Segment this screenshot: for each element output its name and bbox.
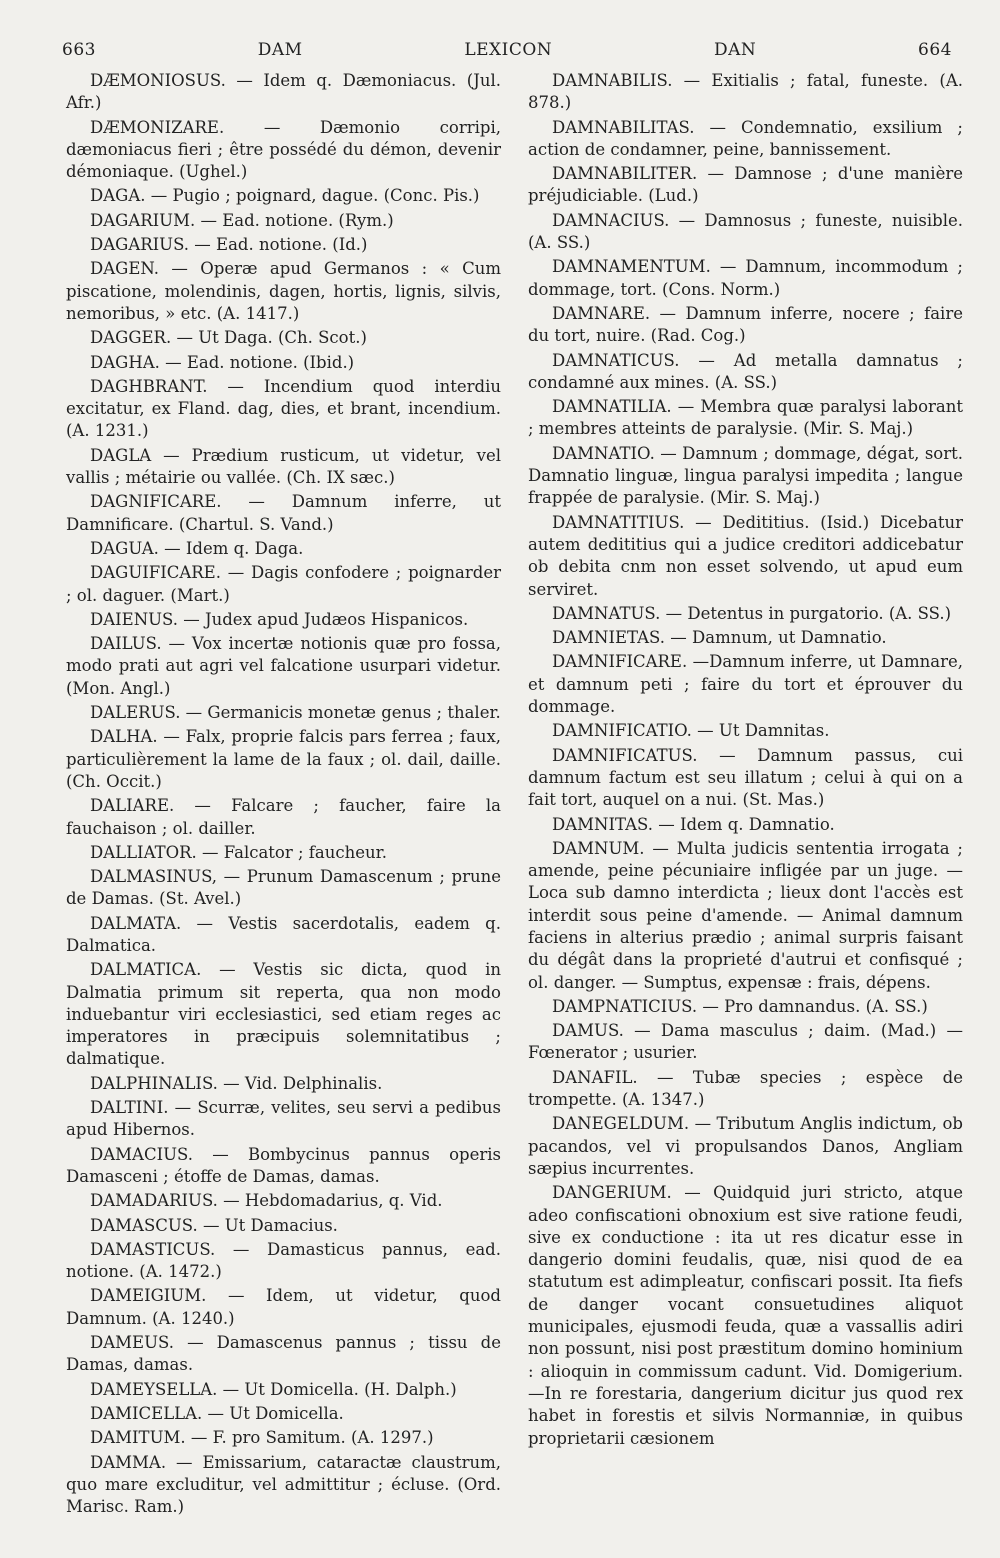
dictionary-entry: DAMASTICUS. — Damasticus pannus, ead. notione. (A. 1472.) <box>66 1239 501 1282</box>
dictionary-entry: DAIENUS. — Judex apud Judæos Hispanicos. <box>90 609 469 629</box>
dictionary-entry: DAMEIGIUM. — Idem, ut videtur, quod Damnum. (A. 1240.) <box>66 1286 501 1328</box>
dictionary-entry: DALMATA. — Vestis sacerdotalis, eadem q. Dalmatica. <box>66 913 501 955</box>
dictionary-entry: DAMADARIUS. — Hebdomadarius, q. Vid. <box>90 1191 443 1211</box>
dictionary-entry: DALPHINALIS. — Vid. Delphinalis. <box>90 1073 383 1093</box>
dictionary-entry: DAMNAMENTUM. — Damnum, incommodum ; dommage, tort. (Cons. Norm.) <box>528 257 963 299</box>
dictionary-entry: DAMNIFICATIO. — Ut Damnitas. <box>552 721 830 741</box>
dictionary-entry: DAMACIUS. — Bombycinus pannus operis Damasceni ; étoffe de Damas, damas. <box>66 1144 501 1186</box>
dictionary-entry: DALLIATOR. — Falcator ; faucheur. <box>90 842 387 862</box>
dictionary-entry: DAMNIFICARE. —Damnum inferre, ut Damnare, et damnum peti ; faire du tort et éprouver du dommage. <box>528 652 963 717</box>
dictionary-entry: DALERUS. — Germanicis monetæ genus ; thaler. <box>90 703 501 723</box>
dictionary-entry: DAMNATICUS. — Ad metalla damnatus ; condamné aux mines. (A. SS.) <box>528 350 963 392</box>
dictionary-entry: DÆMONIOSUS. — Idem q. Dæmoniacus. (Jul. Afr.) <box>66 71 501 113</box>
dictionary-entry: DAMNIFICATUS. — Damnum passus, cui damnum factum est seu illatum ; celui à qui on a fait tort, auquel on a nui. (St. Mas.) <box>528 745 963 810</box>
dictionary-entry: DÆMONIZARE. — Dæmonio corripi, dæmoniacus fieri ; être possédé du démon, devenir démoniaque. (Ughel.) <box>66 117 501 182</box>
dictionary-entry: DAGUIFICARE. — Dagis confodere ; poignarder ; ol. daguer. (Mart.) <box>66 563 501 605</box>
dictionary-entry: DAMPNATICIUS. — Pro damnandus. (A. SS.) <box>552 996 928 1016</box>
dictionary-entry: DAMNABILITER. — Damnose ; d'une manière préjudiciable. (Lud.) <box>528 164 963 206</box>
dictionary-entry: DAMNITAS. — Idem q. Damnatio. <box>552 814 835 834</box>
dictionary-entry: DAGNIFICARE. — Damnum inferre, ut Damnificare. (Chartul. S. Vand.) <box>66 492 501 534</box>
guide-word-left: DAM <box>257 40 303 60</box>
dictionary-entry: DALMASINUS, — Prunum Damascenum ; prune de Damas. (St. Avel.) <box>66 867 501 909</box>
dictionary-entry: DAILUS. — Vox incertæ notionis quæ pro fossa, modo prati aut agri vel falcatione usurpari videtur. (Mon. Angl.) <box>66 634 501 698</box>
running-title: LEXICON <box>464 40 553 60</box>
dictionary-entry: DAMEUS. — Damascenus pannus ; tissu de Damas, damas. <box>66 1333 501 1375</box>
dictionary-entry: DAMEYSELLA. — Ut Domicella. (H. Dalph.) <box>90 1379 457 1399</box>
dictionary-entry: DAMNABILIS. — Exitialis ; fatal, funeste. (A. 878.) <box>528 71 963 113</box>
dictionary-entry: DAGARIUM. — Ead. notione. (Rym.) <box>90 210 394 230</box>
dictionary-entry: DAMNIETAS. — Damnum, ut Damnatio. <box>552 628 887 648</box>
dictionary-entry: DAMMA. — Emissarium, cataractæ claustrum, quo mare excluditur, vel admittitur ; écluse. (Ord. Marisc. Ram.) <box>66 1452 501 1517</box>
dictionary-entry: DANGERIUM. — Quidquid juri stricto, atque adeo confiscationi obnoxium est sive ratione feudi, sive ex conductione : ita ut res dicatur esse in dangerio domini feudalis, quæ, nisi quod de ea statutum est adimpleatur, confiscari possit. Ita fiefs de danger vocant consuetudines aliquot municipales, ejusmodi feuda, quæ a vassallis adiri non possunt, nisi post præstitum domino hominium : alioquin in commissum cadunt. Vid. Domigerium.—In re forestaria, dangerium dicitur jus quod rex habet in forestis et silvis Normanniæ, in quibus proprietarii cæsionem <box>528 1183 963 1448</box>
dictionary-entry: DAMASCUS. — Ut Damacius. <box>90 1215 338 1235</box>
dictionary-entry: DAGA. — Pugio ; poignard, dague. (Conc. Pis.) <box>90 186 480 206</box>
dictionary-entry: DAGGER. — Ut Daga. (Ch. Scot.) <box>90 328 367 348</box>
dictionary-entry: DAMNARE. — Damnum inferre, nocere ; faire du tort, nuire. (Rad. Cog.) <box>528 303 963 346</box>
dictionary-entry: DALHA. — Falx, proprie falcis pars ferrea ; faux, particulièrement la lame de la faux ; ol. dail, daille. (Ch. Occit.) <box>66 727 501 791</box>
running-header <box>62 40 952 66</box>
dictionary-entry: DAMNATIO. — Damnum ; dommage, dégat, sort. Damnatio linguæ, lingua paralysi impedita ; langue frappée de paralysie. (Mir. S. Maj.) <box>528 443 963 508</box>
dictionary-entry: DAGHA. — Ead. notione. (Ibid.) <box>90 352 355 372</box>
dictionary-entry: DANAFIL. — Tubæ species ; espèce de trompette. (A. 1347.) <box>528 1067 963 1110</box>
dictionary-entry: DAGHBRANT. — Incendium quod interdiu excitatur, ex Fland. dag, dies, et brant, incendium. (A. 1231.) <box>66 376 501 441</box>
dictionary-entry: DAGEN. — Operæ apud Germanos : « Cum piscatione, molendinis, dagen, hortis, lignis, silvis, nemoribus, » etc. (A. 1417.) <box>66 259 501 323</box>
dictionary-entry: DAMNUM. — Multa judicis sententia irrogata ; amende, peine pécuniaire infligée par un juge. — Loca sub damno interdicta ; lieux dont l'accès est interdit sous peine d'amende. — Animal damnum faciens in alterius prædio ; animal surpris faisant du dégât dans la proprieté d'autrui et confisqué ; ol. danger. — Sumptus, expensæ : frais, dépens. <box>528 838 963 992</box>
left-column <box>66 70 501 1520</box>
page-number-right: 664 <box>918 40 952 60</box>
dictionary-entry: DAGLA — Prædium rusticum, ut videtur, vel vallis ; métairie ou vallée. (Ch. IX sæc.) <box>66 445 501 488</box>
dictionary-entry: DAMNABILITAS. — Condemnatio, exsilium ; action de condamner, peine, bannissement. <box>528 117 963 159</box>
right-column <box>528 70 963 1452</box>
dictionary-entry: DAMICELLA. — Ut Domicella. <box>90 1403 344 1423</box>
dictionary-entry: DAMNACIUS. — Damnosus ; funeste, nuisible. (A. SS.) <box>528 210 963 253</box>
dictionary-entry: DAMNATILIA. — Membra quæ paralysi laborant ; membres atteints de paralysie. (Mir. S. Maj.) <box>528 397 963 439</box>
dictionary-entry: DAMNATITIUS. — Dedititius. (Isid.) Dicebatur autem dedititius qui a judice creditori addicebatur ob debita cnm non esset solvendo, ut apud eum serviret. <box>528 512 963 599</box>
dictionary-entry: DANEGELDUM. — Tributum Anglis indictum, ob pacandos, vel vi propulsandos Danos, Angliam sæpius incurrentes. <box>528 1114 963 1178</box>
dictionary-entry: DAGUA. — Idem q. Daga. <box>90 538 304 558</box>
dictionary-entry: DALMATICA. — Vestis sic dicta, quod in Dalmatia primum sit reperta, qua non modo induebantur viri ecclesiastici, sed etiam reges ac imperatores in præcipuis solemnitatibus ; dalmatique. <box>66 960 501 1069</box>
dictionary-entry: DALIARE. — Falcare ; faucher, faire la fauchaison ; ol. dailler. <box>66 796 501 838</box>
guide-word-right: DAN <box>713 40 757 60</box>
dictionary-entry: DAMNATUS. — Detentus in purgatorio. (A. SS.) <box>552 603 952 623</box>
dictionary-entry: DALTINI. — Scurræ, velites, seu servi a pedibus apud Hibernos. <box>66 1098 501 1140</box>
dictionary-entry: DAGARIUS. — Ead. notione. (Id.) <box>90 235 368 255</box>
dictionary-entry: DAMUS. — Dama masculus ; daim. (Mad.) — Fœnerator ; usurier. <box>528 1021 963 1063</box>
dictionary-entry: DAMITUM. — F. pro Samitum. (A. 1297.) <box>90 1428 434 1448</box>
page-number-left: 663 <box>62 40 96 60</box>
